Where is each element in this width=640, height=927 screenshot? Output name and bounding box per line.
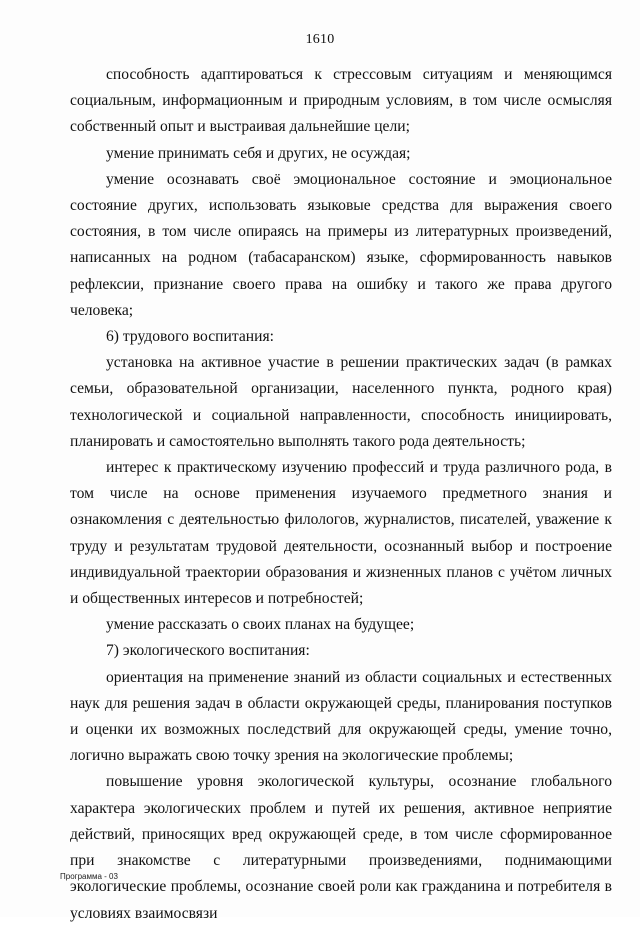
paragraph: установка на активное участие в решении практических задач (в рамках семьи, образовательной организации, населенного пункта, родного края) технологической и социальной направленности, способность инициировать, планировать и самостоятельно выполнять такого рода деятельность;	[70, 354, 612, 450]
page-number: 1610	[305, 32, 335, 47]
page-footer: Программа - 03	[60, 872, 118, 881]
paragraph: интерес к практическому изучению профессий и труда различного рода, в том числе на основе применения изучаемого предметного знания и ознакомления с деятельностью филологов, журналистов, писателей, уважение к труду и результатам трудовой деятельности, осознанный выбор и построение индивидуальной траектории образования и жизненных планов с учётом личных и общественных интересов и потребностей;	[70, 459, 612, 608]
paragraph: повышение уровня экологической культуры, осознание глобального характера экологических проблем и путей их решения, активное неприятие действий, приносящих вред окружающей среде, в том числе сформированное при знакомстве с литературными произведениями, поднимающими экологические проблемы, осознание своей роли как гражданина и потребителя в условиях взаимосвязи	[70, 773, 612, 922]
paragraph: способность адаптироваться к стрессовым ситуациям и меняющимся социальным, информационным и природным условиям, в том числе осмысляя собственный опыт и выстраивая дальнейшие цели;	[70, 66, 612, 136]
section-heading: 6) трудового воспитания:	[106, 328, 274, 346]
body-text	[70, 62, 612, 927]
paragraph: умение рассказать о своих планах на будущее;	[106, 616, 415, 634]
paragraph: умение принимать себя и других, не осуждая;	[106, 144, 411, 162]
paragraph: умение осознавать своё эмоциональное состояние и эмоциональное состояние других, использовать языковые средства для выражения своего состояния, в том числе опираясь на примеры из литературных произведений, написанных на родном (табасаранском) языке, сформированность навыков рефлексии, признание своего права на ошибку и такого же права другого человека;	[70, 170, 612, 319]
paragraph: ориентация на применение знаний из области социальных и естественных наук для решения задач в области окружающей среды, планирования поступков и оценки их возможных последствий для окружающей среды, умение точно, логично выражать свою точку зрения на экологические проблемы;	[70, 668, 612, 765]
section-heading: 7) экологического воспитания:	[106, 642, 310, 660]
